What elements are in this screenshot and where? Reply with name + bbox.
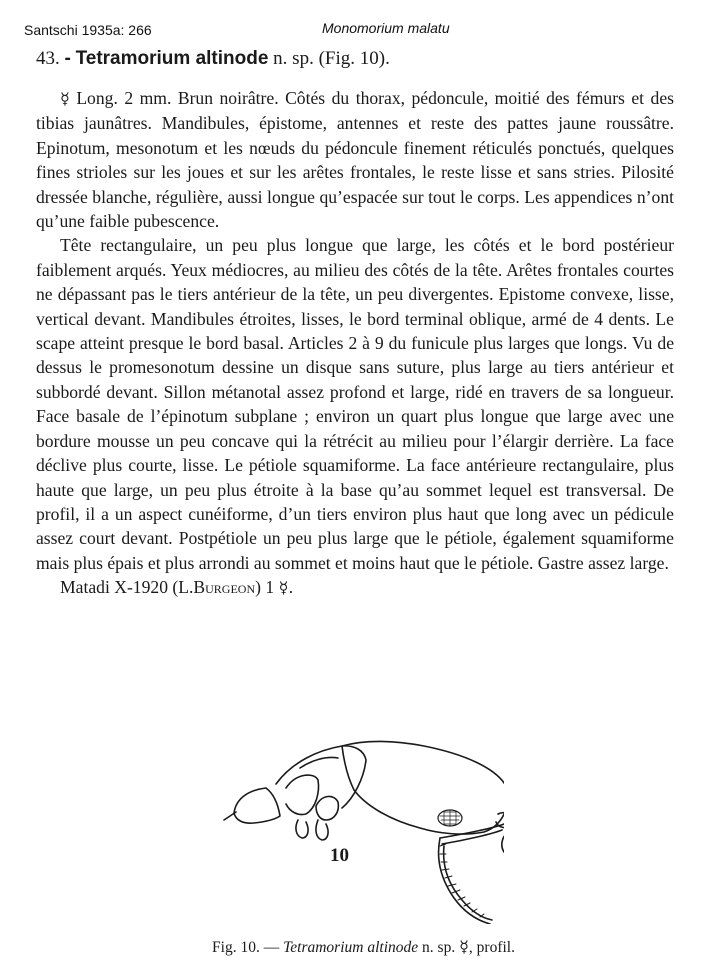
funiculus-segments <box>440 844 484 917</box>
collector-name: Burgeon <box>193 577 256 598</box>
petiole-node <box>286 775 319 814</box>
caption-worker-symbol: ☿ <box>459 937 469 956</box>
locality-line <box>36 575 674 600</box>
ant-profile-figure <box>214 728 504 924</box>
header-running-title: Monomorium malatu <box>322 20 450 36</box>
caption-taxon: Tetramorium altinode <box>283 939 419 956</box>
postpetiole-node <box>316 796 338 820</box>
header-citation: Santschi 1935a: 266 <box>24 22 152 38</box>
description-body <box>36 86 674 601</box>
caption-prefix: Fig. 10. — <box>212 939 280 956</box>
figure-caption <box>0 937 727 957</box>
mandible <box>502 834 504 858</box>
locality-rest: ) 1 <box>255 577 275 598</box>
head-outline <box>342 742 504 835</box>
species-heading <box>36 48 696 70</box>
coxa-2 <box>316 820 328 840</box>
antennal-funiculus <box>439 838 492 924</box>
epinotum-outline <box>234 788 280 823</box>
species-dash: - <box>64 48 71 69</box>
species-number: 43. <box>36 48 60 69</box>
coxa-1 <box>296 820 308 838</box>
species-name: Tetramorium altinode <box>75 48 269 69</box>
locality-place: Matadi X-1920 (L. <box>60 577 194 598</box>
species-suffix: n. sp. (Fig. 10). <box>273 48 390 69</box>
description-paragraph-2: Tête rectangulaire, un peu plus longue que large, les côtés et le bord postérieur faiblement arqués. Yeux médiocres, au milieu des côtés de la tête. Arêtes frontales courtes ne dépassant pas le tiers antérieur de la tête, un peu divergentes. Epistome convexe, lisse, vertical devant. Mandibules étroites, lisses, le bord terminal oblique, armé de 4 dents. Le scape atteint presque le bord basal. Articles 2 à 9 du funicule plus larges que longs. Vu de dessus le promesonotum dessine un disque sans suture, plus large au tiers antérieur et subbordé devant. Sillon métanotal assez profond et large, ridé en travers de sa longueur. Face basale de l’épinotum subplane ; environ un quart plus longue que large avec une bordure mousse un peu concave qui la rétrécit au milieu pour l’élargir derrière. La face déclive plus courte, lisse. Le pétiole squamiforme. La face antérieure rectangulaire, plus haute que large, un peu plus étroite à la base qu’au sommet lequel est transversal. De profil, il a un aspect cunéiforme, d’un tiers environ plus haut que long avec un pédicule assez court devant. Postpétiole un peu plus large que le pétiole, également squamiforme mais plus épais et plus arrondi au sommet et moins haut que le pétiole. Gastre assez large. <box>36 235 674 573</box>
locality-worker-symbol: ☿. <box>278 578 294 598</box>
figure-number-label: 10 <box>330 845 349 866</box>
paragraph-1-text: Long. 2 mm. Brun noirâtre. Côtés du thorax, pédoncule, moitié des fémurs et des tibias jaunâtres. Mandibules, épistome, antennes et reste des pattes jaune roussâtre. Epinotum, mesonotum et les nœuds du pédoncule finement réticulés ponctués, quelques fines strioles sur les joues et sur les arêtes frontales, le reste lisse et sans stries. Pilosité dressée blanche, régulière, aussi longue qu’espacée sur tout le corps. Les appendices n’ont qu’une faible pubescence. <box>36 88 674 232</box>
caption-suffix: , profil. <box>468 939 515 956</box>
description-paragraph-1 <box>36 86 674 233</box>
eye-facets <box>440 810 460 826</box>
caption-middle: n. sp. <box>422 939 456 956</box>
worker-symbol: ☿ <box>60 89 70 108</box>
